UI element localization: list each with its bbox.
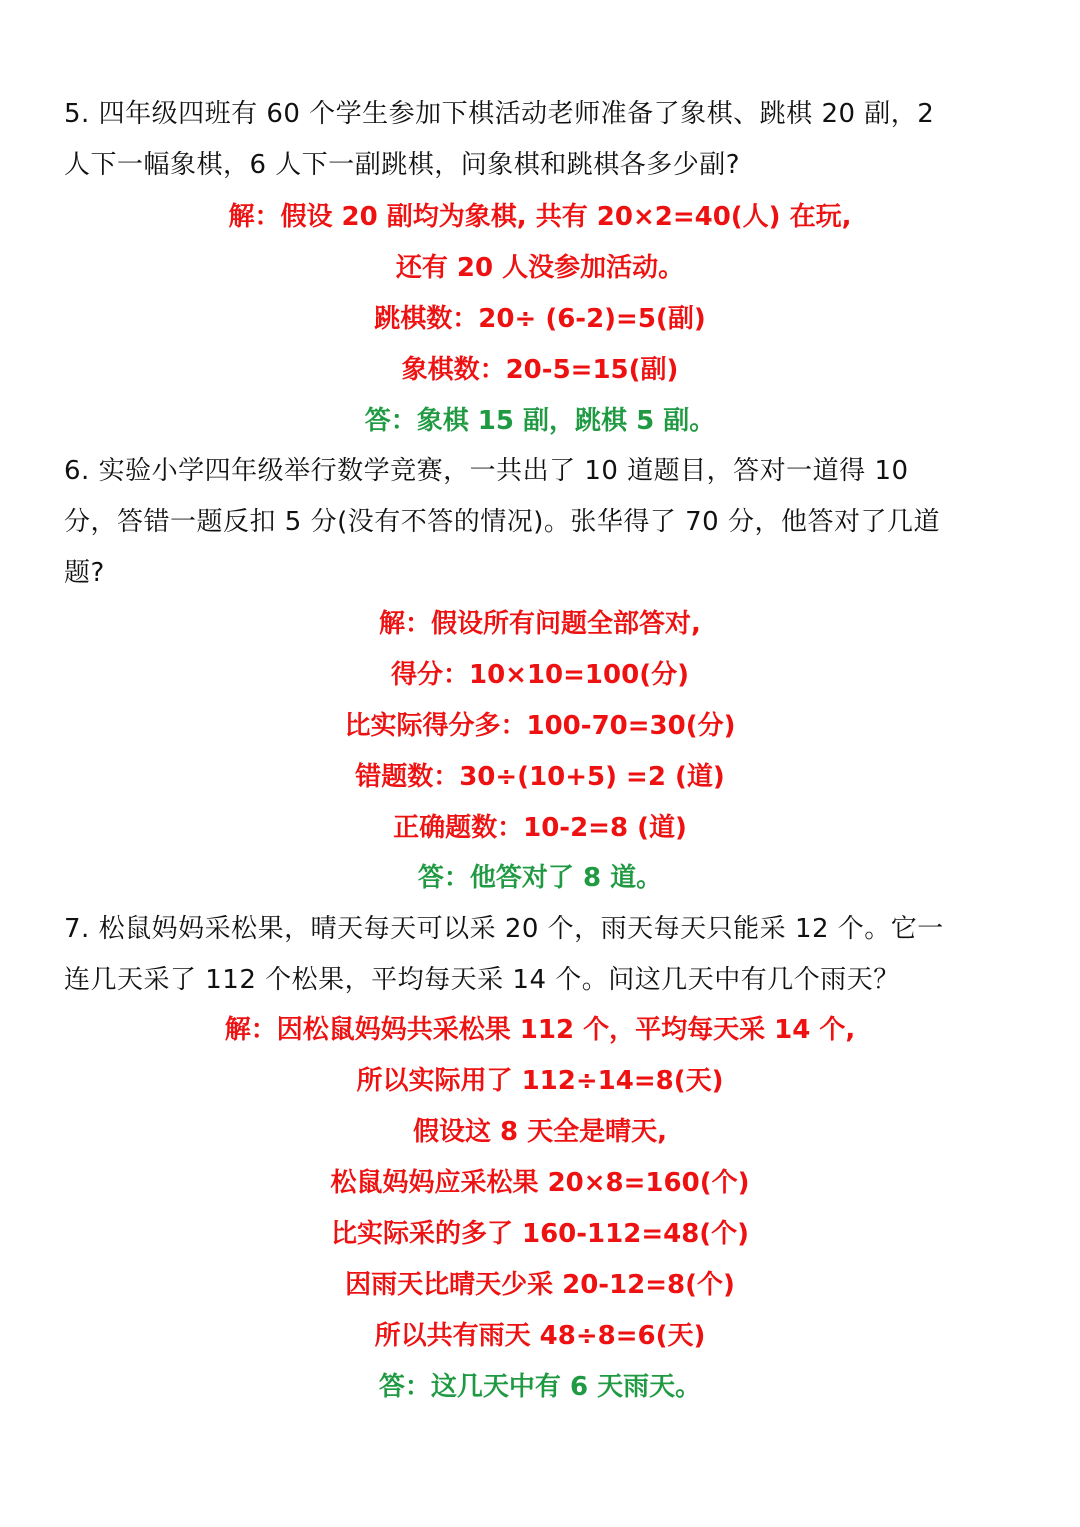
problem-5-solution-line: 象棋数：20-5=15(副) (401, 355, 679, 385)
problem-5-answer: 答：象棋 15 副，跳棋 5 副。 (364, 406, 716, 436)
problem-7-solution-line: 因雨天比晴天少采 20-12=8(个) (345, 1270, 735, 1300)
problem-6-answer: 答：他答对了 8 道。 (417, 863, 663, 893)
problem-7-solution-line: 解：因松鼠妈妈共采松果 112 个，平均每天采 14 个, (224, 1015, 856, 1045)
problem-6-solution-line: 解：假设所有问题全部答对, (379, 609, 701, 639)
problem-6-question: 6. 实验小学四年级举行数学竞赛，一共出了 10 道题目，答对一道得 10 分，答错一题反扣 5 分(没有不答的情况)。张华得了 70 分，他答对了几道 题? (64, 456, 940, 588)
problem-5-solution-line: 还有 20 人没参加活动。 (395, 253, 685, 283)
problem-7-solution-line: 所以实际用了 112÷14=8(天) (356, 1066, 724, 1096)
problem-6-solution-line: 错题数：30÷(10+5) =2 (道) (355, 762, 725, 792)
problem-5-solution-line: 跳棋数：20÷ (6-2)=5(副) (374, 304, 706, 334)
problem-7-solution-line: 假设这 8 天全是晴天, (412, 1117, 668, 1147)
problem-7-solution-line: 松鼠妈妈应采松果 20×8=160(个) (330, 1168, 750, 1198)
problem-6-solution-line: 得分：10×10=100(分) (391, 660, 689, 690)
problem-5-question: 5. 四年级四班有 60 个学生参加下棋活动老师准备了象棋、跳棋 20 副，2 人下一幅象棋，6 人下一副跳棋，问象棋和跳棋各多少副? (64, 99, 935, 180)
problem-5-solution-line: 解：假设 20 副均为象棋, 共有 20×2=40(人) 在玩, (228, 202, 852, 232)
problem-7-solution-line: 所以共有雨天 48÷8=6(天) (374, 1321, 706, 1351)
problem-7-answer: 答：这几天中有 6 天雨天。 (378, 1372, 702, 1402)
problem-6-solution-line: 正确题数：10-2=8 (道) (393, 813, 687, 843)
problem-7-solution-line: 比实际采的多了 160-112=48(个) (330, 1219, 750, 1249)
problem-6-solution-line: 比实际得分多：100-70=30(分) (344, 711, 736, 741)
problem-7-question: 7. 松鼠妈妈采松果，晴天每天可以采 20 个，雨天每天只能采 12 个。它一 连几天采了 112 个松果，平均每天采 14 个。问这几天中有几个雨天？ (64, 914, 944, 995)
